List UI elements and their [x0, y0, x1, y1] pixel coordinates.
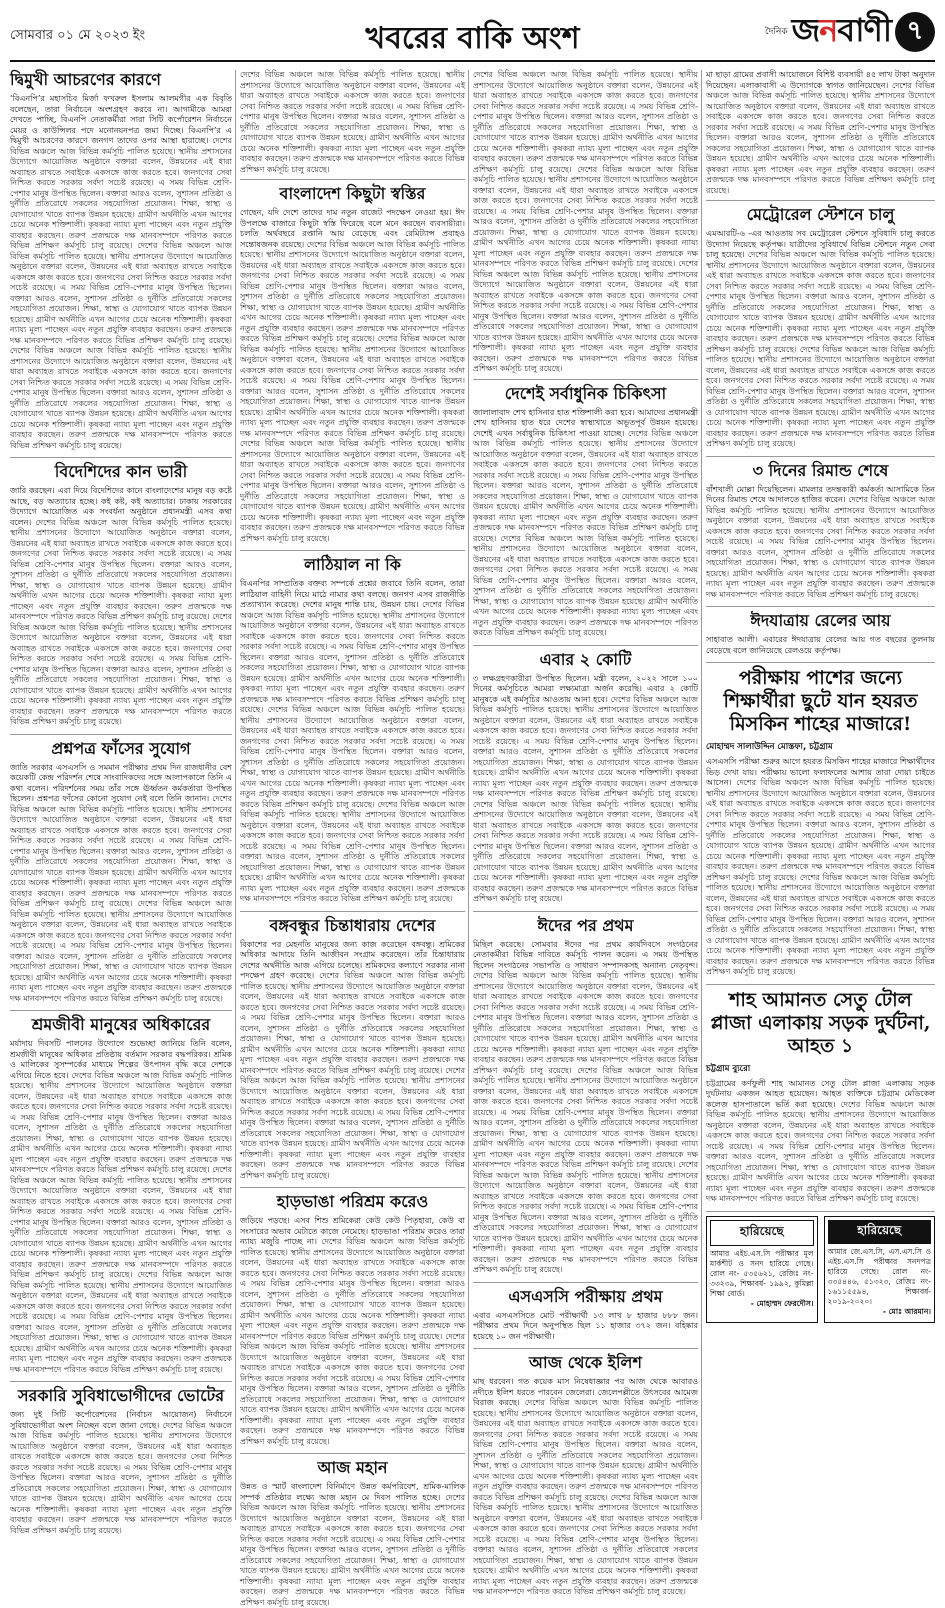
article-bangladesh [240, 184, 465, 544]
lost-heading: হারিয়েছে [828, 1220, 932, 1244]
article-headline: বাংলাদেশ কিছুটা স্বস্তির [279, 184, 426, 203]
issue-date: সোমবার ০১ মে ২০২৩ ইং [10, 28, 146, 43]
article-headline: বিদেশিদের কান ভারী [54, 462, 188, 481]
article-headline: শাহ আমানত সেতু টোল প্লাজা এলাকায় সড়ক দুর্ঘটনা, আহত ১ [710, 988, 931, 1057]
article-body: চট্টগ্রামের কর্ণফুলী শাহ আমানত সেতু টোল প্লাজা এলাকায় সড়ক দুর্ঘটনায় একজন আহত হয়েছেন। আহত ব্যক্তিকে চট্টগ্রাম মেডিকেল কলেজ হাসপাতালে ভর্তি করা হয়েছে। দেশের বিভিন্ন অঞ্চলে আজ বিভিন্ন কর্মসূচি পালিত হয়েছে। স্থানীয় প্রশাসনের উদ্যোগে আয়োজিত অনুষ্ঠানে বক্তারা বলেন, উন্নয়নের এই ধারা অব্যাহত রাখতে সবাইকে একসঙ্গে কাজ করতে হবে। জনগণের সেবা নিশ্চিত করতে সরকার সর্বদা সচেষ্ট রয়েছে। এ সময় বিভিন্ন শ্রেণি-পেশার মানুষ উপস্থিত ছিলেন। বক্তারা আরও বলেন, সুশাসন প্রতিষ্ঠা ও দুর্নীতি প্রতিরোধে সকলের সহযোগিতা প্রয়োজন। শিক্ষা, স্বাস্থ্য ও যোগাযোগ খাতে ব্যাপক উন্নয়ন হয়েছে। গ্রামীণ অর্থনীতি এখন আগের চেয়ে অনেক শক্তিশালী। কৃষকরা ন্যায্য মূল্য পাচ্ছেন এবং নতুন প্রযুক্তি ব্যবহার করছেন। তরুণ প্রজন্মকে দক্ষ মানবসম্পদে পরিণত করতে বিভিন্ন প্রশিক্ষণ কর্মসূচি চালু রয়েছে। [706, 1078, 935, 1203]
article-body: গেছেন, যদি দেশে তাদের দাম নতুন বাজেট পদক্ষেপ নেওয়া হয়। ঈদ উপলক্ষে বাজারে কিছুটা স্বস্তি ফিরেছে বলে মনে করছেন ব্যবসায়ীরা। চলতি অর্থবছরে রপ্তানি আয় বেড়েছে এবং রেমিট্যান্স প্রবাহও সন্তোষজনক রয়েছে। দেশের বিভিন্ন অঞ্চলে আজ বিভিন্ন কর্মসূচি পালিত হয়েছে। স্থানীয় প্রশাসনের উদ্যোগে আয়োজিত অনুষ্ঠানে বক্তারা বলেন, উন্নয়নের এই ধারা অব্যাহত রাখতে সবাইকে একসঙ্গে কাজ করতে হবে। জনগণের সেবা নিশ্চিত করতে সরকার সর্বদা সচেষ্ট রয়েছে। এ সময় বিভিন্ন শ্রেণি-পেশার মানুষ উপস্থিত ছিলেন। বক্তারা আরও বলেন, সুশাসন প্রতিষ্ঠা ও দুর্নীতি প্রতিরোধে সকলের সহযোগিতা প্রয়োজন। শিক্ষা, স্বাস্থ্য ও যোগাযোগ খাতে ব্যাপক উন্নয়ন হয়েছে। গ্রামীণ অর্থনীতি এখন আগের চেয়ে অনেক শক্তিশালী। কৃষকরা ন্যায্য মূল্য পাচ্ছেন এবং নতুন প্রযুক্তি ব্যবহার করছেন। তরুণ প্রজন্মকে দক্ষ মানবসম্পদে পরিণত করতে বিভিন্ন প্রশিক্ষণ কর্মসূচি চালু রয়েছে। দেশের বিভিন্ন অঞ্চলে আজ বিভিন্ন কর্মসূচি পালিত হয়েছে। স্থানীয় প্রশাসনের উদ্যোগে আয়োজিত অনুষ্ঠানে বক্তারা বলেন, উন্নয়নের এই ধারা অব্যাহত রাখতে সবাইকে একসঙ্গে কাজ করতে হবে। জনগণের সেবা নিশ্চিত করতে সরকার সর্বদা সচেষ্ট রয়েছে। এ সময় বিভিন্ন শ্রেণি-পেশার মানুষ উপস্থিত ছিলেন। বক্তারা আরও বলেন, সুশাসন প্রতিষ্ঠা ও দুর্নীতি প্রতিরোধে সকলের সহযোগিতা প্রয়োজন। শিক্ষা, স্বাস্থ্য ও যোগাযোগ খাতে ব্যাপক উন্নয়ন হয়েছে। গ্রামীণ অর্থনীতি এখন আগের চেয়ে অনেক শক্তিশালী। কৃষকরা ন্যায্য মূল্য পাচ্ছেন এবং নতুন প্রযুক্তি ব্যবহার করছেন। তরুণ প্রজন্মকে দক্ষ মানবসম্পদে পরিণত করতে বিভিন্ন প্রশিক্ষণ কর্মসূচি চালু রয়েছে। দেশের বিভিন্ন অঞ্চলে আজ বিভিন্ন কর্মসূচি পালিত হয়েছে। স্থানীয় প্রশাসনের উদ্যোগে আয়োজিত অনুষ্ঠানে বক্তারা বলেন, উন্নয়নের এই ধারা অব্যাহত রাখতে সবাইকে একসঙ্গে কাজ করতে হবে। জনগণের সেবা নিশ্চিত করতে সরকার সর্বদা সচেষ্ট রয়েছে। এ সময় বিভিন্ন শ্রেণি-পেশার মানুষ উপস্থিত ছিলেন। বক্তারা আরও বলেন, সুশাসন প্রতিষ্ঠা ও দুর্নীতি প্রতিরোধে সকলের সহযোগিতা প্রয়োজন। শিক্ষা, স্বাস্থ্য ও যোগাযোগ খাতে ব্যাপক উন্নয়ন হয়েছে। গ্রামীণ অর্থনীতি এখন আগের চেয়ে অনেক শক্তিশালী। কৃষকরা ন্যায্য মূল্য পাচ্ছেন এবং নতুন প্রযুক্তি ব্যবহার করছেন। তরুণ প্রজন্মকে দক্ষ মানবসম্পদে পরিণত করতে বিভিন্ন প্রশিক্ষণ কর্মসূচি চালু রয়েছে। [240, 208, 465, 543]
article-eid-por [473, 916, 698, 1276]
column-divider [235, 70, 236, 1520]
lost-text: আমার এইচ.এস.সি পরীক্ষার মূল মার্কশীট ও সনদ হারিয়ে গেছে। রোল নং- ৫৩৫৬২১, রেজিঃ নং- ৩৩২৩৯, শিক্ষাবর্ষ- ১৯৯২, কুমিল্লা শিক্ষা বোর্ড। [710, 1248, 814, 1298]
article-body: এবার এসএসসিতে মোট পরীক্ষার্থী ১৩ লাখ ৮ হাজার ৮৮৮ জন। পরীক্ষার প্রথম দিনে অনুপস্থিত ছিল ১১ হাজার ৩৭২ জন। বহিষ্কার হয়েছে ১০ জন পরীক্ষার্থী। [473, 1310, 698, 1341]
article-ssc [473, 1287, 698, 1343]
article-headline: আজ মহান [317, 1458, 388, 1477]
logo-wordmark: জনবাণী [791, 11, 891, 49]
article-body: মাছ ধরবেন। গত কয়েক মাস নিষেধাজ্ঞার পর আজ থেকে আবারও নদীতে ইলিশ ধরতে পারবেন জেলেরা। জেলেপল্লীতে উৎসবের আমেজ বিরাজ করছে। দেশের বিভিন্ন অঞ্চলে আজ বিভিন্ন কর্মসূচি পালিত হয়েছে। স্থানীয় প্রশাসনের উদ্যোগে আয়োজিত অনুষ্ঠানে বক্তারা বলেন, উন্নয়নের এই ধারা অব্যাহত রাখতে সবাইকে একসঙ্গে কাজ করতে হবে। জনগণের সেবা নিশ্চিত করতে সরকার সর্বদা সচেষ্ট রয়েছে। এ সময় বিভিন্ন শ্রেণি-পেশার মানুষ উপস্থিত ছিলেন। বক্তারা আরও বলেন, সুশাসন প্রতিষ্ঠা ও দুর্নীতি প্রতিরোধে সকলের সহযোগিতা প্রয়োজন। শিক্ষা, স্বাস্থ্য ও যোগাযোগ খাতে ব্যাপক উন্নয়ন হয়েছে। গ্রামীণ অর্থনীতি এখন আগের চেয়ে অনেক শক্তিশালী। কৃষকরা ন্যায্য মূল্য পাচ্ছেন এবং নতুন প্রযুক্তি ব্যবহার করছেন। তরুণ প্রজন্মকে দক্ষ মানবসম্পদে পরিণত করতে বিভিন্ন প্রশিক্ষণ কর্মসূচি চালু রয়েছে। দেশের বিভিন্ন অঞ্চলে আজ বিভিন্ন কর্মসূচি পালিত হয়েছে। স্থানীয় প্রশাসনের উদ্যোগে আয়োজিত অনুষ্ঠানে বক্তারা বলেন, উন্নয়নের এই ধারা অব্যাহত রাখতে সবাইকে একসঙ্গে কাজ করতে হবে। জনগণের সেবা নিশ্চিত করতে সরকার সর্বদা সচেষ্ট রয়েছে। এ সময় বিভিন্ন শ্রেণি-পেশার মানুষ উপস্থিত ছিলেন। বক্তারা আরও বলেন, সুশাসন প্রতিষ্ঠা ও দুর্নীতি প্রতিরোধে সকলের সহযোগিতা প্রয়োজন। শিক্ষা, স্বাস্থ্য ও যোগাযোগ খাতে ব্যাপক উন্নয়ন হয়েছে। গ্রামীণ অর্থনীতি এখন আগের চেয়ে অনেক শক্তিশালী। কৃষকরা ন্যায্য মূল্য পাচ্ছেন এবং নতুন প্রযুক্তি ব্যবহার করছেন। তরুণ প্রজন্মকে দক্ষ মানবসম্পদে পরিণত করতে বিভিন্ন প্রশিক্ষণ কর্মসূচি চালু রয়েছে। [473, 1377, 699, 1596]
article-chikitsa [473, 384, 698, 639]
article-lathial [240, 555, 465, 905]
article-body: এমআরটি-৬ -এর আওতায় সব মেট্রোরেল স্টেশনে সুবিধাদি চালু করতে উদ্যোগ নিয়েছে কর্তৃপক্ষ। যাত্রীদের সুবিধার্থে বিভিন্ন স্টেশনে নতুন সেবা চালু হয়েছে। দেশের বিভিন্ন অঞ্চলে আজ বিভিন্ন কর্মসূচি পালিত হয়েছে। স্থানীয় প্রশাসনের উদ্যোগে আয়োজিত অনুষ্ঠানে বক্তারা বলেন, উন্নয়নের এই ধারা অব্যাহত রাখতে সবাইকে একসঙ্গে কাজ করতে হবে। জনগণের সেবা নিশ্চিত করতে সরকার সর্বদা সচেষ্ট রয়েছে। এ সময় বিভিন্ন শ্রেণি-পেশার মানুষ উপস্থিত ছিলেন। বক্তারা আরও বলেন, সুশাসন প্রতিষ্ঠা ও দুর্নীতি প্রতিরোধে সকলের সহযোগিতা প্রয়োজন। শিক্ষা, স্বাস্থ্য ও যোগাযোগ খাতে ব্যাপক উন্নয়ন হয়েছে। গ্রামীণ অর্থনীতি এখন আগের চেয়ে অনেক শক্তিশালী। কৃষকরা ন্যায্য মূল্য পাচ্ছেন এবং নতুন প্রযুক্তি ব্যবহার করছেন। তরুণ প্রজন্মকে দক্ষ মানবসম্পদে পরিণত করতে বিভিন্ন প্রশিক্ষণ কর্মসূচি চালু রয়েছে। দেশের বিভিন্ন অঞ্চলে আজ বিভিন্ন কর্মসূচি পালিত হয়েছে। স্থানীয় প্রশাসনের উদ্যোগে আয়োজিত অনুষ্ঠানে বক্তারা বলেন, উন্নয়নের এই ধারা অব্যাহত রাখতে সবাইকে একসঙ্গে কাজ করতে হবে। জনগণের সেবা নিশ্চিত করতে সরকার সর্বদা সচেষ্ট রয়েছে। এ সময় বিভিন্ন শ্রেণি-পেশার মানুষ উপস্থিত ছিলেন। বক্তারা আরও বলেন, সুশাসন প্রতিষ্ঠা ও দুর্নীতি প্রতিরোধে সকলের সহযোগিতা প্রয়োজন। শিক্ষা, স্বাস্থ্য ও যোগাযোগ খাতে ব্যাপক উন্নয়ন হয়েছে। গ্রামীণ অর্থনীতি এখন আগের চেয়ে অনেক শক্তিশালী। কৃষকরা ন্যায্য মূল্য পাচ্ছেন এবং নতুন প্রযুক্তি ব্যবহার করছেন। তরুণ প্রজন্মকে দক্ষ মানবসম্পদে পরিণত করতে বিভিন্ন প্রশিক্ষণ কর্মসূচি চালু রয়েছে। [706, 229, 935, 448]
article-body: মর্যাদায় দিবসটি পালনের উদ্যোগে শুভেচ্ছা জানিয়ে তিনি বলেন, শ্রমজীবী মানুষের অধিকার প্রতিষ্ঠায় বর্তমান সরকার বদ্ধপরিকর। শ্রমিক ও মালিকের সুসম্পর্কের মাধ্যমে শিল্পের উৎপাদন বৃদ্ধি করে দেশকে এগিয়ে নিতে হবে। দেশের বিভিন্ন অঞ্চলে আজ বিভিন্ন কর্মসূচি পালিত হয়েছে। স্থানীয় প্রশাসনের উদ্যোগে আয়োজিত অনুষ্ঠানে বক্তারা বলেন, উন্নয়নের এই ধারা অব্যাহত রাখতে সবাইকে একসঙ্গে কাজ করতে হবে। জনগণের সেবা নিশ্চিত করতে সরকার সর্বদা সচেষ্ট রয়েছে। এ সময় বিভিন্ন শ্রেণি-পেশার মানুষ উপস্থিত ছিলেন। বক্তারা আরও বলেন, সুশাসন প্রতিষ্ঠা ও দুর্নীতি প্রতিরোধে সকলের সহযোগিতা প্রয়োজন। শিক্ষা, স্বাস্থ্য ও যোগাযোগ খাতে ব্যাপক উন্নয়ন হয়েছে। গ্রামীণ অর্থনীতি এখন আগের চেয়ে অনেক শক্তিশালী। কৃষকরা ন্যায্য মূল্য পাচ্ছেন এবং নতুন প্রযুক্তি ব্যবহার করছেন। তরুণ প্রজন্মকে দক্ষ মানবসম্পদে পরিণত করতে বিভিন্ন প্রশিক্ষণ কর্মসূচি চালু রয়েছে। দেশের বিভিন্ন অঞ্চলে আজ বিভিন্ন কর্মসূচি পালিত হয়েছে। স্থানীয় প্রশাসনের উদ্যোগে আয়োজিত অনুষ্ঠানে বক্তারা বলেন, উন্নয়নের এই ধারা অব্যাহত রাখতে সবাইকে একসঙ্গে কাজ করতে হবে। জনগণের সেবা নিশ্চিত করতে সরকার সর্বদা সচেষ্ট রয়েছে। এ সময় বিভিন্ন শ্রেণি-পেশার মানুষ উপস্থিত ছিলেন। বক্তারা আরও বলেন, সুশাসন প্রতিষ্ঠা ও দুর্নীতি প্রতিরোধে সকলের সহযোগিতা প্রয়োজন। শিক্ষা, স্বাস্থ্য ও যোগাযোগ খাতে ব্যাপক উন্নয়ন হয়েছে। গ্রামীণ অর্থনীতি এখন আগের চেয়ে অনেক শক্তিশালী। কৃষকরা ন্যায্য মূল্য পাচ্ছেন এবং নতুন প্রযুক্তি ব্যবহার করছেন। তরুণ প্রজন্মকে দক্ষ মানবসম্পদে পরিণত করতে বিভিন্ন প্রশিক্ষণ কর্মসূচি চালু রয়েছে। দেশের বিভিন্ন অঞ্চলে আজ বিভিন্ন কর্মসূচি পালিত হয়েছে। স্থানীয় প্রশাসনের উদ্যোগে আয়োজিত অনুষ্ঠানে বক্তারা বলেন, উন্নয়নের এই ধারা অব্যাহত রাখতে সবাইকে একসঙ্গে কাজ করতে হবে। জনগণের সেবা নিশ্চিত করতে সরকার সর্বদা সচেষ্ট রয়েছে। এ সময় বিভিন্ন শ্রেণি-পেশার মানুষ উপস্থিত ছিলেন। বক্তারা আরও বলেন, সুশাসন প্রতিষ্ঠা ও দুর্নীতি প্রতিরোধে সকলের সহযোগিতা প্রয়োজন। শিক্ষা, স্বাস্থ্য ও যোগাযোগ খাতে ব্যাপক উন্নয়ন হয়েছে। গ্রামীণ অর্থনীতি এখন আগের চেয়ে অনেক শক্তিশালী। কৃষকরা ন্যায্য মূল্য পাচ্ছেন এবং নতুন প্রযুক্তি ব্যবহার করছেন। তরুণ প্রজন্মকে দক্ষ মানবসম্পদে পরিণত করতে বিভিন্ন প্রশিক্ষণ কর্মসূচি চালু রয়েছে। [10, 1039, 233, 1374]
newspaper-logo [765, 8, 935, 56]
article-body: ‘বিএনপি’র মহাসচিব মির্জা ফখরুল ইসলাম আলমগীর এক বিবৃতি বলেছেন, তারা নির্বাচনে অংশগ্রহণ করবে না। আগামীকে আমরা দেখতে পাচ্ছি, বিএনপি নেতাকর্মীরা সারা সিটি কর্পোরেশন নির্বাচনে মেয়র ও কাউন্সিলর পদে মনোনয়নপত্র জমা দিচ্ছে। বিএনপি’র এ দ্বিমুখী আচরণের কারণে জনগণ তাদের ওপর আস্থা হারাচ্ছে। দেশের বিভিন্ন অঞ্চলে আজ বিভিন্ন কর্মসূচি পালিত হয়েছে। স্থানীয় প্রশাসনের উদ্যোগে আয়োজিত অনুষ্ঠানে বক্তারা বলেন, উন্নয়নের এই ধারা অব্যাহত রাখতে সবাইকে একসঙ্গে কাজ করতে হবে। জনগণের সেবা নিশ্চিত করতে সরকার সর্বদা সচেষ্ট রয়েছে। এ সময় বিভিন্ন শ্রেণি-পেশার মানুষ উপস্থিত ছিলেন। বক্তারা আরও বলেন, সুশাসন প্রতিষ্ঠা ও দুর্নীতি প্রতিরোধে সকলের সহযোগিতা প্রয়োজন। শিক্ষা, স্বাস্থ্য ও যোগাযোগ খাতে ব্যাপক উন্নয়ন হয়েছে। গ্রামীণ অর্থনীতি এখন আগের চেয়ে অনেক শক্তিশালী। কৃষকরা ন্যায্য মূল্য পাচ্ছেন এবং নতুন প্রযুক্তি ব্যবহার করছেন। তরুণ প্রজন্মকে দক্ষ মানবসম্পদে পরিণত করতে বিভিন্ন প্রশিক্ষণ কর্মসূচি চালু রয়েছে। দেশের বিভিন্ন অঞ্চলে আজ বিভিন্ন কর্মসূচি পালিত হয়েছে। স্থানীয় প্রশাসনের উদ্যোগে আয়োজিত অনুষ্ঠানে বক্তারা বলেন, উন্নয়নের এই ধারা অব্যাহত রাখতে সবাইকে একসঙ্গে কাজ করতে হবে। জনগণের সেবা নিশ্চিত করতে সরকার সর্বদা সচেষ্ট রয়েছে। এ সময় বিভিন্ন শ্রেণি-পেশার মানুষ উপস্থিত ছিলেন। বক্তারা আরও বলেন, সুশাসন প্রতিষ্ঠা ও দুর্নীতি প্রতিরোধে সকলের সহযোগিতা প্রয়োজন। শিক্ষা, স্বাস্থ্য ও যোগাযোগ খাতে ব্যাপক উন্নয়ন হয়েছে। গ্রামীণ অর্থনীতি এখন আগের চেয়ে অনেক শক্তিশালী। কৃষকরা ন্যায্য মূল্য পাচ্ছেন এবং নতুন প্রযুক্তি ব্যবহার করছেন। তরুণ প্রজন্মকে দক্ষ মানবসম্পদে পরিণত করতে বিভিন্ন প্রশিক্ষণ কর্মসূচি চালু রয়েছে। দেশের বিভিন্ন অঞ্চলে আজ বিভিন্ন কর্মসূচি পালিত হয়েছে। স্থানীয় প্রশাসনের উদ্যোগে আয়োজিত অনুষ্ঠানে বক্তারা বলেন, উন্নয়নের এই ধারা অব্যাহত রাখতে সবাইকে একসঙ্গে কাজ করতে হবে। জনগণের সেবা নিশ্চিত করতে সরকার সর্বদা সচেষ্ট রয়েছে। এ সময় বিভিন্ন শ্রেণি-পেশার মানুষ উপস্থিত ছিলেন। বক্তারা আরও বলেন, সুশাসন প্রতিষ্ঠা ও দুর্নীতি প্রতিরোধে সকলের সহযোগিতা প্রয়োজন। শিক্ষা, স্বাস্থ্য ও যোগাযোগ খাতে ব্যাপক উন্নয়ন হয়েছে। গ্রামীণ অর্থনীতি এখন আগের চেয়ে অনেক শক্তিশালী। কৃষকরা ন্যায্য মূল্য পাচ্ছেন এবং নতুন প্রযুক্তি ব্যবহার করছেন। তরুণ প্রজন্মকে দক্ষ মানবসম্পদে পরিণত করতে বিভিন্ন প্রশিক্ষণ কর্মসূচি চালু রয়েছে। [10, 94, 233, 450]
article-body: জড়িয়ে পড়ছে। এসব শিশু শ্রমিকেরা কেউ কেউ পিতৃহারা, কেউ বা সংসারের অভাব মেটাতে কাজে নেমেছে। হাড়ভাঙা পরিশ্রম করেও তারা ন্যায্য মজুরি পাচ্ছে না। দেশের বিভিন্ন অঞ্চলে আজ বিভিন্ন কর্মসূচি পালিত হয়েছে। স্থানীয় প্রশাসনের উদ্যোগে আয়োজিত অনুষ্ঠানে বক্তারা বলেন, উন্নয়নের এই ধারা অব্যাহত রাখতে সবাইকে একসঙ্গে কাজ করতে হবে। জনগণের সেবা নিশ্চিত করতে সরকার সর্বদা সচেষ্ট রয়েছে। এ সময় বিভিন্ন শ্রেণি-পেশার মানুষ উপস্থিত ছিলেন। বক্তারা আরও বলেন, সুশাসন প্রতিষ্ঠা ও দুর্নীতি প্রতিরোধে সকলের সহযোগিতা প্রয়োজন। শিক্ষা, স্বাস্থ্য ও যোগাযোগ খাতে ব্যাপক উন্নয়ন হয়েছে। গ্রামীণ অর্থনীতি এখন আগের চেয়ে অনেক শক্তিশালী। কৃষকরা ন্যায্য মূল্য পাচ্ছেন এবং নতুন প্রযুক্তি ব্যবহার করছেন। তরুণ প্রজন্মকে দক্ষ মানবসম্পদে পরিণত করতে বিভিন্ন প্রশিক্ষণ কর্মসূচি চালু রয়েছে। দেশের বিভিন্ন অঞ্চলে আজ বিভিন্ন কর্মসূচি পালিত হয়েছে। স্থানীয় প্রশাসনের উদ্যোগে আয়োজিত অনুষ্ঠানে বক্তারা বলেন, উন্নয়নের এই ধারা অব্যাহত রাখতে সবাইকে একসঙ্গে কাজ করতে হবে। জনগণের সেবা নিশ্চিত করতে সরকার সর্বদা সচেষ্ট রয়েছে। এ সময় বিভিন্ন শ্রেণি-পেশার মানুষ উপস্থিত ছিলেন। বক্তারা আরও বলেন, সুশাসন প্রতিষ্ঠা ও দুর্নীতি প্রতিরোধে সকলের সহযোগিতা প্রয়োজন। শিক্ষা, স্বাস্থ্য ও যোগাযোগ খাতে ব্যাপক উন্নয়ন হয়েছে। গ্রামীণ অর্থনীতি এখন আগের চেয়ে অনেক শক্তিশালী। কৃষকরা ন্যায্য মূল্য পাচ্ছেন এবং নতুন প্রযুক্তি ব্যবহার করছেন। তরুণ প্রজন্মকে দক্ষ মানবসম্পদে পরিণত করতে বিভিন্ন প্রশিক্ষণ কর্মসূচি চালু রয়েছে। [240, 1216, 466, 1446]
article-harbhanga [240, 1192, 465, 1447]
article-body: জন্য দুই সিটি কর্পোরেশনের (নির্বাচন আয়োজন) নির্বাচনে সুবিধাভোগীরা অংশ নিচ্ছেন বলে জানা গেছে। দেশের বিভিন্ন অঞ্চলে আজ বিভিন্ন কর্মসূচি পালিত হয়েছে। স্থানীয় প্রশাসনের উদ্যোগে আয়োজিত অনুষ্ঠানে বক্তারা বলেন, উন্নয়নের এই ধারা অব্যাহত রাখতে সবাইকে একসঙ্গে কাজ করতে হবে। জনগণের সেবা নিশ্চিত করতে সরকার সর্বদা সচেষ্ট রয়েছে। এ সময় বিভিন্ন শ্রেণি-পেশার মানুষ উপস্থিত ছিলেন। বক্তারা আরও বলেন, সুশাসন প্রতিষ্ঠা ও দুর্নীতি প্রতিরোধে সকলের সহযোগিতা প্রয়োজন। শিক্ষা, স্বাস্থ্য ও যোগাযোগ খাতে ব্যাপক উন্নয়ন হয়েছে। গ্রামীণ অর্থনীতি এখন আগের চেয়ে অনেক শক্তিশালী। কৃষকরা ন্যায্য মূল্য পাচ্ছেন এবং নতুন প্রযুক্তি ব্যবহার করছেন। তরুণ প্রজন্মকে দক্ষ মানবসম্পদে পরিণত করতে বিভিন্ন প্রশিক্ষণ কর্মসূচি চালু রয়েছে। [10, 1410, 232, 1535]
lost-signature: - মোহাম্মদ ফেরদৌস। [750, 1298, 814, 1308]
article-headline: সরকারি সুবিধাভোগীদের ভোটের [17, 1386, 225, 1405]
lost-notice-right [824, 1216, 936, 1323]
article-bongobondhu [240, 916, 465, 1182]
column-4 [706, 70, 935, 1520]
article-byline: মোহাম্মদ সালাউদ্দিন মোস্তফা, চট্টগ্রাম [706, 742, 833, 752]
logo-prefix: দৈনিক [765, 27, 788, 37]
article-byline: চট্টগ্রাম ব্যুরো [706, 1063, 751, 1074]
lost-notices [706, 1216, 935, 1323]
article-headline: লাঠিয়াল না কি [304, 555, 401, 574]
article-body: জালালাবাদ শেখ হাসিনার হাত শক্তিশালী করা হবে। আমাদের প্রধানমন্ত্রী শেখ হাসিনার হাত ধরে দেশের স্বাস্থ্যখাতে অভূতপূর্ব উন্নয়ন হয়েছে। দেশেই এখন সর্বাধুনিক চিকিৎসা পাওয়া যাচ্ছে। দেশের বিভিন্ন অঞ্চলে আজ বিভিন্ন কর্মসূচি পালিত হয়েছে। স্থানীয় প্রশাসনের উদ্যোগে আয়োজিত অনুষ্ঠানে বক্তারা বলেন, উন্নয়নের এই ধারা অব্যাহত রাখতে সবাইকে একসঙ্গে কাজ করতে হবে। জনগণের সেবা নিশ্চিত করতে সরকার সর্বদা সচেষ্ট রয়েছে। এ সময় বিভিন্ন শ্রেণি-পেশার মানুষ উপস্থিত ছিলেন। বক্তারা আরও বলেন, সুশাসন প্রতিষ্ঠা ও দুর্নীতি প্রতিরোধে সকলের সহযোগিতা প্রয়োজন। শিক্ষা, স্বাস্থ্য ও যোগাযোগ খাতে ব্যাপক উন্নয়ন হয়েছে। গ্রামীণ অর্থনীতি এখন আগের চেয়ে অনেক শক্তিশালী। কৃষকরা ন্যায্য মূল্য পাচ্ছেন এবং নতুন প্রযুক্তি ব্যবহার করছেন। তরুণ প্রজন্মকে দক্ষ মানবসম্পদে পরিণত করতে বিভিন্ন প্রশিক্ষণ কর্মসূচি চালু রয়েছে। দেশের বিভিন্ন অঞ্চলে আজ বিভিন্ন কর্মসূচি পালিত হয়েছে। স্থানীয় প্রশাসনের উদ্যোগে আয়োজিত অনুষ্ঠানে বক্তারা বলেন, উন্নয়নের এই ধারা অব্যাহত রাখতে সবাইকে একসঙ্গে কাজ করতে হবে। জনগণের সেবা নিশ্চিত করতে সরকার সর্বদা সচেষ্ট রয়েছে। এ সময় বিভিন্ন শ্রেণি-পেশার মানুষ উপস্থিত ছিলেন। বক্তারা আরও বলেন, সুশাসন প্রতিষ্ঠা ও দুর্নীতি প্রতিরোধে সকলের সহযোগিতা প্রয়োজন। শিক্ষা, স্বাস্থ্য ও যোগাযোগ খাতে ব্যাপক উন্নয়ন হয়েছে। গ্রামীণ অর্থনীতি এখন আগের চেয়ে অনেক শক্তিশালী। কৃষকরা ন্যায্য মূল্য পাচ্ছেন এবং নতুন প্রযুক্তি ব্যবহার করছেন। তরুণ প্রজন্মকে দক্ষ মানবসম্পদে পরিণত করতে বিভিন্ন প্রশিক্ষণ কর্মসূচি চালু রয়েছে। [473, 407, 698, 637]
article-headline: ঈদের পর প্রথম [537, 915, 634, 935]
article-body: জাতি সরকার এসএসসি ও সমমান পরীক্ষার প্রথম দিন রাজধানীর বেশ কয়েকটি কেন্দ্র পরিদর্শন শেষে সাংবাদিকদের সঙ্গে আলাপকালে তিনি এ কথা বলেন। পরিদর্শনের সময় তাঁর সঙ্গে ঊর্ধ্বতন কর্মকর্তারা উপস্থিত ছিলেন। প্রশ্নপত্র ফাঁসের কোনো সুযোগ নেই বলে তিনি জানান। দেশের বিভিন্ন অঞ্চলে আজ বিভিন্ন কর্মসূচি পালিত হয়েছে। স্থানীয় প্রশাসনের উদ্যোগে আয়োজিত অনুষ্ঠানে বক্তারা বলেন, উন্নয়নের এই ধারা অব্যাহত রাখতে সবাইকে একসঙ্গে কাজ করতে হবে। জনগণের সেবা নিশ্চিত করতে সরকার সর্বদা সচেষ্ট রয়েছে। এ সময় বিভিন্ন শ্রেণি-পেশার মানুষ উপস্থিত ছিলেন। বক্তারা আরও বলেন, সুশাসন প্রতিষ্ঠা ও দুর্নীতি প্রতিরোধে সকলের সহযোগিতা প্রয়োজন। শিক্ষা, স্বাস্থ্য ও যোগাযোগ খাতে ব্যাপক উন্নয়ন হয়েছে। গ্রামীণ অর্থনীতি এখন আগের চেয়ে অনেক শক্তিশালী। কৃষকরা ন্যায্য মূল্য পাচ্ছেন এবং নতুন প্রযুক্তি ব্যবহার করছেন। তরুণ প্রজন্মকে দক্ষ মানবসম্পদে পরিণত করতে বিভিন্ন প্রশিক্ষণ কর্মসূচি চালু রয়েছে। দেশের বিভিন্ন অঞ্চলে আজ বিভিন্ন কর্মসূচি পালিত হয়েছে। স্থানীয় প্রশাসনের উদ্যোগে আয়োজিত অনুষ্ঠানে বক্তারা বলেন, উন্নয়নের এই ধারা অব্যাহত রাখতে সবাইকে একসঙ্গে কাজ করতে হবে। জনগণের সেবা নিশ্চিত করতে সরকার সর্বদা সচেষ্ট রয়েছে। এ সময় বিভিন্ন শ্রেণি-পেশার মানুষ উপস্থিত ছিলেন। বক্তারা আরও বলেন, সুশাসন প্রতিষ্ঠা ও দুর্নীতি প্রতিরোধে সকলের সহযোগিতা প্রয়োজন। শিক্ষা, স্বাস্থ্য ও যোগাযোগ খাতে ব্যাপক উন্নয়ন হয়েছে। গ্রামীণ অর্থনীতি এখন আগের চেয়ে অনেক শক্তিশালী। কৃষকরা ন্যায্য মূল্য পাচ্ছেন এবং নতুন প্রযুক্তি ব্যবহার করছেন। তরুণ প্রজন্মকে দক্ষ মানবসম্পদে পরিণত করতে বিভিন্ন প্রশিক্ষণ কর্মসূচি চালু রয়েছে। [10, 762, 233, 1003]
article-headline: পরীক্ষায় পাশের জন্যে শিক্ষার্থীরা ছুটে যান হযরত মিসকিন শাহের মাজারে! [723, 667, 918, 735]
article-headline: এবার ২ কোটি [539, 649, 632, 669]
article-body: সাহাবাত আলী। এবারের ঈদযাত্রায় রেলের আয় গত বছরের তুলনায় বেড়েছে বলে জানিয়েছে রেলওয়ে কর্তৃপক্ষ। [706, 635, 935, 655]
article-body: মিছিল করেছে। সোমবার ঈদের পর প্রথম কার্যদিবসে সংগঠনের নেতাকর্মীরা বিভিন্ন দাবিতে কর্মসূচি পালন করেন। এ সময় উপস্থিত ছিলেন সংগঠনের সভাপতি ও সাধারণ সম্পাদকসহ অন্যান্য নেতৃবৃন্দ। দেশের বিভিন্ন অঞ্চলে আজ বিভিন্ন কর্মসূচি পালিত হয়েছে। স্থানীয় প্রশাসনের উদ্যোগে আয়োজিত অনুষ্ঠানে বক্তারা বলেন, উন্নয়নের এই ধারা অব্যাহত রাখতে সবাইকে একসঙ্গে কাজ করতে হবে। জনগণের সেবা নিশ্চিত করতে সরকার সর্বদা সচেষ্ট রয়েছে। এ সময় বিভিন্ন শ্রেণি-পেশার মানুষ উপস্থিত ছিলেন। বক্তারা আরও বলেন, সুশাসন প্রতিষ্ঠা ও দুর্নীতি প্রতিরোধে সকলের সহযোগিতা প্রয়োজন। শিক্ষা, স্বাস্থ্য ও যোগাযোগ খাতে ব্যাপক উন্নয়ন হয়েছে। গ্রামীণ অর্থনীতি এখন আগের চেয়ে অনেক শক্তিশালী। কৃষকরা ন্যায্য মূল্য পাচ্ছেন এবং নতুন প্রযুক্তি ব্যবহার করছেন। তরুণ প্রজন্মকে দক্ষ মানবসম্পদে পরিণত করতে বিভিন্ন প্রশিক্ষণ কর্মসূচি চালু রয়েছে। দেশের বিভিন্ন অঞ্চলে আজ বিভিন্ন কর্মসূচি পালিত হয়েছে। স্থানীয় প্রশাসনের উদ্যোগে আয়োজিত অনুষ্ঠানে বক্তারা বলেন, উন্নয়নের এই ধারা অব্যাহত রাখতে সবাইকে একসঙ্গে কাজ করতে হবে। জনগণের সেবা নিশ্চিত করতে সরকার সর্বদা সচেষ্ট রয়েছে। এ সময় বিভিন্ন শ্রেণি-পেশার মানুষ উপস্থিত ছিলেন। বক্তারা আরও বলেন, সুশাসন প্রতিষ্ঠা ও দুর্নীতি প্রতিরোধে সকলের সহযোগিতা প্রয়োজন। শিক্ষা, স্বাস্থ্য ও যোগাযোগ খাতে ব্যাপক উন্নয়ন হয়েছে। গ্রামীণ অর্থনীতি এখন আগের চেয়ে অনেক শক্তিশালী। কৃষকরা ন্যায্য মূল্য পাচ্ছেন এবং নতুন প্রযুক্তি ব্যবহার করছেন। তরুণ প্রজন্মকে দক্ষ মানবসম্পদে পরিণত করতে বিভিন্ন প্রশিক্ষণ কর্মসূচি চালু রয়েছে। দেশের বিভিন্ন অঞ্চলে আজ বিভিন্ন কর্মসূচি পালিত হয়েছে। স্থানীয় প্রশাসনের উদ্যোগে আয়োজিত অনুষ্ঠানে বক্তারা বলেন, উন্নয়নের এই ধারা অব্যাহত রাখতে সবাইকে একসঙ্গে কাজ করতে হবে। জনগণের সেবা নিশ্চিত করতে সরকার সর্বদা সচেষ্ট রয়েছে। এ সময় বিভিন্ন শ্রেণি-পেশার মানুষ উপস্থিত ছিলেন। বক্তারা আরও বলেন, সুশাসন প্রতিষ্ঠা ও দুর্নীতি প্রতিরোধে সকলের সহযোগিতা প্রয়োজন। শিক্ষা, স্বাস্থ্য ও যোগাযোগ খাতে ব্যাপক উন্নয়ন হয়েছে। গ্রামীণ অর্থনীতি এখন আগের চেয়ে অনেক শক্তিশালী। কৃষকরা ন্যায্য মূল্য পাচ্ছেন এবং নতুন প্রযুক্তি ব্যবহার করছেন। তরুণ প্রজন্মকে দক্ষ মানবসম্পদে পরিণত করতে বিভিন্ন প্রশিক্ষণ কর্মসূচি চালু রয়েছে। [473, 939, 699, 1274]
lost-notice-left [706, 1216, 818, 1323]
column-divider [468, 70, 469, 1520]
article-body: উন্নত ও স্মার্ট বাংলাদেশ বিনির্মাণে উন্নত কর্মপরিবেশ, শ্রমিক-মালিক সম্পর্ক প্রতিষ্ঠার লক্ষ্যে আজ মহান মে দিবস পালিত হচ্ছে। দেশের বিভিন্ন অঞ্চলে আজ বিভিন্ন কর্মসূচি পালিত হয়েছে। স্থানীয় প্রশাসনের উদ্যোগে আয়োজিত অনুষ্ঠানে বক্তারা বলেন, উন্নয়নের এই ধারা অব্যাহত রাখতে সবাইকে একসঙ্গে কাজ করতে হবে। জনগণের সেবা নিশ্চিত করতে সরকার সর্বদা সচেষ্ট রয়েছে। এ সময় বিভিন্ন শ্রেণি-পেশার মানুষ উপস্থিত ছিলেন। বক্তারা আরও বলেন, সুশাসন প্রতিষ্ঠা ও দুর্নীতি প্রতিরোধে সকলের সহযোগিতা প্রয়োজন। শিক্ষা, স্বাস্থ্য ও যোগাযোগ খাতে ব্যাপক উন্নয়ন হয়েছে। গ্রামীণ অর্থনীতি এখন আগের চেয়ে অনেক শক্তিশালী। কৃষকরা ন্যায্য মূল্য পাচ্ছেন এবং নতুন প্রযুক্তি ব্যবহার করছেন। তরুণ প্রজন্মকে দক্ষ মানবসম্পদে পরিণত করতে বিভিন্ন প্রশিক্ষণ কর্মসূচি চালু রয়েছে। [240, 1482, 465, 1607]
lost-signature: - মোঃ আরমান। [882, 1306, 931, 1316]
page-header [10, 8, 935, 62]
article-body: বিকাশের পর মেহনতি মানুষের জন্য কাজ করেছেন বঙ্গবন্ধু। শ্রমিকের অধিকার আদায়ে তিনি আজীবন সংগ্রাম করেছেন। তাঁর চিন্তাধারায় দেশের অর্থনীতি আজ এগিয়ে চলেছে। শ্রমিকদের কল্যাণে সরকার নানা পদক্ষেপ গ্রহণ করেছে। দেশের বিভিন্ন অঞ্চলে আজ বিভিন্ন কর্মসূচি পালিত হয়েছে। স্থানীয় প্রশাসনের উদ্যোগে আয়োজিত অনুষ্ঠানে বক্তারা বলেন, উন্নয়নের এই ধারা অব্যাহত রাখতে সবাইকে একসঙ্গে কাজ করতে হবে। জনগণের সেবা নিশ্চিত করতে সরকার সর্বদা সচেষ্ট রয়েছে। এ সময় বিভিন্ন শ্রেণি-পেশার মানুষ উপস্থিত ছিলেন। বক্তারা আরও বলেন, সুশাসন প্রতিষ্ঠা ও দুর্নীতি প্রতিরোধে সকলের সহযোগিতা প্রয়োজন। শিক্ষা, স্বাস্থ্য ও যোগাযোগ খাতে ব্যাপক উন্নয়ন হয়েছে। গ্রামীণ অর্থনীতি এখন আগের চেয়ে অনেক শক্তিশালী। কৃষকরা ন্যায্য মূল্য পাচ্ছেন এবং নতুন প্রযুক্তি ব্যবহার করছেন। তরুণ প্রজন্মকে দক্ষ মানবসম্পদে পরিণত করতে বিভিন্ন প্রশিক্ষণ কর্মসূচি চালু রয়েছে। দেশের বিভিন্ন অঞ্চলে আজ বিভিন্ন কর্মসূচি পালিত হয়েছে। স্থানীয় প্রশাসনের উদ্যোগে আয়োজিত অনুষ্ঠানে বক্তারা বলেন, উন্নয়নের এই ধারা অব্যাহত রাখতে সবাইকে একসঙ্গে কাজ করতে হবে। জনগণের সেবা নিশ্চিত করতে সরকার সর্বদা সচেষ্ট রয়েছে। এ সময় বিভিন্ন শ্রেণি-পেশার মানুষ উপস্থিত ছিলেন। বক্তারা আরও বলেন, সুশাসন প্রতিষ্ঠা ও দুর্নীতি প্রতিরোধে সকলের সহযোগিতা প্রয়োজন। শিক্ষা, স্বাস্থ্য ও যোগাযোগ খাতে ব্যাপক উন্নয়ন হয়েছে। গ্রামীণ অর্থনীতি এখন আগের চেয়ে অনেক শক্তিশালী। কৃষকরা ন্যায্য মূল্য পাচ্ছেন এবং নতুন প্রযুক্তি ব্যবহার করছেন। তরুণ প্রজন্মকে দক্ষ মানবসম্পদে পরিণত করতে বিভিন্ন প্রশিক্ষণ কর্মসূচি চালু রয়েছে। [240, 939, 466, 1180]
column-1 [10, 70, 233, 1535]
article-headline: বঙ্গবন্ধুর চিন্তাধারায় দেশের [269, 915, 436, 935]
article-aj-mohan [240, 1458, 465, 1608]
article-headline: আজ থেকে ইলিশ [529, 1353, 642, 1372]
article-metrorail [706, 205, 935, 450]
article-rail-income [706, 611, 935, 656]
article-dimukhi [10, 70, 232, 451]
article-headline: শ্রমজীবী মানুষের অধিকারের [31, 1015, 211, 1034]
article-body: দেশের বিভিন্ন অঞ্চলে আজ বিভিন্ন কর্মসূচি পালিত হয়েছে। স্থানীয় প্রশাসনের উদ্যোগে আয়োজিত অনুষ্ঠানে বক্তারা বলেন, উন্নয়নের এই ধারা অব্যাহত রাখতে সবাইকে একসঙ্গে কাজ করতে হবে। জনগণের সেবা নিশ্চিত করতে সরকার সর্বদা সচেষ্ট রয়েছে। এ সময় বিভিন্ন শ্রেণি-পেশার মানুষ উপস্থিত ছিলেন। বক্তারা আরও বলেন, সুশাসন প্রতিষ্ঠা ও দুর্নীতি প্রতিরোধে সকলের সহযোগিতা প্রয়োজন। শিক্ষা, স্বাস্থ্য ও যোগাযোগ খাতে ব্যাপক উন্নয়ন হয়েছে। গ্রামীণ অর্থনীতি এখন আগের চেয়ে অনেক শক্তিশালী। কৃষকরা ন্যায্য মূল্য পাচ্ছেন এবং নতুন প্রযুক্তি ব্যবহার করছেন। তরুণ প্রজন্মকে দক্ষ মানবসম্পদে পরিণত করতে বিভিন্ন প্রশিক্ষণ কর্মসূচি চালু রয়েছে। [240, 70, 465, 174]
article-sromojibi [10, 1015, 232, 1375]
article-proshnopotro [10, 739, 232, 1005]
article-headline: ৩ দিনের রিমান্ড শেষে [752, 460, 889, 480]
column-divider [701, 70, 702, 1520]
article-headline: এসএসসি পরীক্ষায় প্রথম [508, 1286, 663, 1306]
article-body: বাঁশখালী মোল্লা দিয়েছিলেন। মামলার তদন্তকারী কর্মকর্তা আসামিকে তিন দিনের রিমান্ড শেষে আদালতে হাজির করেন। দেশের বিভিন্ন অঞ্চলে আজ বিভিন্ন কর্মসূচি পালিত হয়েছে। স্থানীয় প্রশাসনের উদ্যোগে আয়োজিত অনুষ্ঠানে বক্তারা বলেন, উন্নয়নের এই ধারা অব্যাহত রাখতে সবাইকে একসঙ্গে কাজ করতে হবে। জনগণের সেবা নিশ্চিত করতে সরকার সর্বদা সচেষ্ট রয়েছে। এ সময় বিভিন্ন শ্রেণি-পেশার মানুষ উপস্থিত ছিলেন। বক্তারা আরও বলেন, সুশাসন প্রতিষ্ঠা ও দুর্নীতি প্রতিরোধে সকলের সহযোগিতা প্রয়োজন। শিক্ষা, স্বাস্থ্য ও যোগাযোগ খাতে ব্যাপক উন্নয়ন হয়েছে। গ্রামীণ অর্থনীতি এখন আগের চেয়ে অনেক শক্তিশালী। কৃষকরা ন্যায্য মূল্য পাচ্ছেন এবং নতুন প্রযুক্তি ব্যবহার করছেন। তরুণ প্রজন্মকে দক্ষ মানবসম্পদে পরিণত করতে বিভিন্ন প্রশিক্ষণ কর্মসূচি চালু রয়েছে। [706, 484, 935, 599]
article-body: ৩ লক্ষগ্রহণকারীরা উপস্থিত ছিলেন। মন্ত্রী বলেন, ২০২২ সালে ১০০ দিনের কর্মসূচিতে আমরা লক্ষ্যমাত্রা অর্জন করেছি। এবার ২ কোটি মানুষকে এই কর্মসূচির আওতায় আনা হবে। দেশের বিভিন্ন অঞ্চলে আজ বিভিন্ন কর্মসূচি পালিত হয়েছে। স্থানীয় প্রশাসনের উদ্যোগে আয়োজিত অনুষ্ঠানে বক্তারা বলেন, উন্নয়নের এই ধারা অব্যাহত রাখতে সবাইকে একসঙ্গে কাজ করতে হবে। জনগণের সেবা নিশ্চিত করতে সরকার সর্বদা সচেষ্ট রয়েছে। এ সময় বিভিন্ন শ্রেণি-পেশার মানুষ উপস্থিত ছিলেন। বক্তারা আরও বলেন, সুশাসন প্রতিষ্ঠা ও দুর্নীতি প্রতিরোধে সকলের সহযোগিতা প্রয়োজন। শিক্ষা, স্বাস্থ্য ও যোগাযোগ খাতে ব্যাপক উন্নয়ন হয়েছে। গ্রামীণ অর্থনীতি এখন আগের চেয়ে অনেক শক্তিশালী। কৃষকরা ন্যায্য মূল্য পাচ্ছেন এবং নতুন প্রযুক্তি ব্যবহার করছেন। তরুণ প্রজন্মকে দক্ষ মানবসম্পদে পরিণত করতে বিভিন্ন প্রশিক্ষণ কর্মসূচি চালু রয়েছে। দেশের বিভিন্ন অঞ্চলে আজ বিভিন্ন কর্মসূচি পালিত হয়েছে। স্থানীয় প্রশাসনের উদ্যোগে আয়োজিত অনুষ্ঠানে বক্তারা বলেন, উন্নয়নের এই ধারা অব্যাহত রাখতে সবাইকে একসঙ্গে কাজ করতে হবে। জনগণের সেবা নিশ্চিত করতে সরকার সর্বদা সচেষ্ট রয়েছে। এ সময় বিভিন্ন শ্রেণি-পেশার মানুষ উপস্থিত ছিলেন। বক্তারা আরও বলেন, সুশাসন প্রতিষ্ঠা ও দুর্নীতি প্রতিরোধে সকলের সহযোগিতা প্রয়োজন। শিক্ষা, স্বাস্থ্য ও যোগাযোগ খাতে ব্যাপক উন্নয়ন হয়েছে। গ্রামীণ অর্থনীতি এখন আগের চেয়ে অনেক শক্তিশালী। কৃষকরা ন্যায্য মূল্য পাচ্ছেন এবং নতুন প্রযুক্তি ব্যবহার করছেন। তরুণ প্রজন্মকে দক্ষ মানবসম্পদে পরিণত করতে বিভিন্ন প্রশিক্ষণ কর্মসূচি চালু রয়েছে। [473, 673, 698, 903]
article-ilish [473, 1353, 698, 1598]
article-headline: দেশেই সর্বাধুনিক চিকিৎসা [504, 383, 667, 403]
article-headline: মেট্রোরেল স্টেশনে চালু [746, 205, 895, 224]
article-body: বিএনপির সাম্প্রতিক বক্তব্য সম্পর্কে প্রশ্নের জবাবে তিনি বলেন, তারা লাঠিয়াল বাহিনী নিয়ে মাঠে নামার কথা বলছে। জনগণ এসব রাজনীতি প্রত্যাখ্যান করেছে। দেশের মানুষ শান্তি চায়, উন্নয়ন চায়। দেশের বিভিন্ন অঞ্চলে আজ বিভিন্ন কর্মসূচি পালিত হয়েছে। স্থানীয় প্রশাসনের উদ্যোগে আয়োজিত অনুষ্ঠানে বক্তারা বলেন, উন্নয়নের এই ধারা অব্যাহত রাখতে সবাইকে একসঙ্গে কাজ করতে হবে। জনগণের সেবা নিশ্চিত করতে সরকার সর্বদা সচেষ্ট রয়েছে। এ সময় বিভিন্ন শ্রেণি-পেশার মানুষ উপস্থিত ছিলেন। বক্তারা আরও বলেন, সুশাসন প্রতিষ্ঠা ও দুর্নীতি প্রতিরোধে সকলের সহযোগিতা প্রয়োজন। শিক্ষা, স্বাস্থ্য ও যোগাযোগ খাতে ব্যাপক উন্নয়ন হয়েছে। গ্রামীণ অর্থনীতি এখন আগের চেয়ে অনেক শক্তিশালী। কৃষকরা ন্যায্য মূল্য পাচ্ছেন এবং নতুন প্রযুক্তি ব্যবহার করছেন। তরুণ প্রজন্মকে দক্ষ মানবসম্পদে পরিণত করতে বিভিন্ন প্রশিক্ষণ কর্মসূচি চালু রয়েছে। দেশের বিভিন্ন অঞ্চলে আজ বিভিন্ন কর্মসূচি পালিত হয়েছে। স্থানীয় প্রশাসনের উদ্যোগে আয়োজিত অনুষ্ঠানে বক্তারা বলেন, উন্নয়নের এই ধারা অব্যাহত রাখতে সবাইকে একসঙ্গে কাজ করতে হবে। জনগণের সেবা নিশ্চিত করতে সরকার সর্বদা সচেষ্ট রয়েছে। এ সময় বিভিন্ন শ্রেণি-পেশার মানুষ উপস্থিত ছিলেন। বক্তারা আরও বলেন, সুশাসন প্রতিষ্ঠা ও দুর্নীতি প্রতিরোধে সকলের সহযোগিতা প্রয়োজন। শিক্ষা, স্বাস্থ্য ও যোগাযোগ খাতে ব্যাপক উন্নয়ন হয়েছে। গ্রামীণ অর্থনীতি এখন আগের চেয়ে অনেক শক্তিশালী। কৃষকরা ন্যায্য মূল্য পাচ্ছেন এবং নতুন প্রযুক্তি ব্যবহার করছেন। তরুণ প্রজন্মকে দক্ষ মানবসম্পদে পরিণত করতে বিভিন্ন প্রশিক্ষণ কর্মসূচি চালু রয়েছে। দেশের বিভিন্ন অঞ্চলে আজ বিভিন্ন কর্মসূচি পালিত হয়েছে। স্থানীয় প্রশাসনের উদ্যোগে আয়োজিত অনুষ্ঠানে বক্তারা বলেন, উন্নয়নের এই ধারা অব্যাহত রাখতে সবাইকে একসঙ্গে কাজ করতে হবে। জনগণের সেবা নিশ্চিত করতে সরকার সর্বদা সচেষ্ট রয়েছে। এ সময় বিভিন্ন শ্রেণি-পেশার মানুষ উপস্থিত ছিলেন। বক্তারা আরও বলেন, সুশাসন প্রতিষ্ঠা ও দুর্নীতি প্রতিরোধে সকলের সহযোগিতা প্রয়োজন। শিক্ষা, স্বাস্থ্য ও যোগাযোগ খাতে ব্যাপক উন্নয়ন হয়েছে। গ্রামীণ অর্থনীতি এখন আগের চেয়ে অনেক শক্তিশালী। কৃষকরা ন্যায্য মূল্য পাচ্ছেন এবং নতুন প্রযুক্তি ব্যবহার করছেন। তরুণ প্রজন্মকে দক্ষ মানবসম্পদে পরিণত করতে বিভিন্ন প্রশিক্ষণ কর্মসূচি চালু রয়েছে। [240, 579, 465, 903]
article-accident [706, 989, 935, 1205]
article-sorkari [10, 1386, 232, 1536]
article-bideshi [10, 462, 232, 728]
article-2-koti [473, 650, 698, 905]
column-2 [240, 70, 466, 1607]
article-body: মা ছাড়া গ্রামের প্রবাসী আয়োজনে বিশিষ্ট ব্যবসায়ী ৪৫ লাখ টাকা অনুদান দিয়েছেন। এলাকাবাসী এ উদ্যোগকে স্বাগত জানিয়েছেন। দেশের বিভিন্ন অঞ্চলে আজ বিভিন্ন কর্মসূচি পালিত হয়েছে। স্থানীয় প্রশাসনের উদ্যোগে আয়োজিত অনুষ্ঠানে বক্তারা বলেন, উন্নয়নের এই ধারা অব্যাহত রাখতে সবাইকে একসঙ্গে কাজ করতে হবে। জনগণের সেবা নিশ্চিত করতে সরকার সর্বদা সচেষ্ট রয়েছে। এ সময় বিভিন্ন শ্রেণি-পেশার মানুষ উপস্থিত ছিলেন। বক্তারা আরও বলেন, সুশাসন প্রতিষ্ঠা ও দুর্নীতি প্রতিরোধে সকলের সহযোগিতা প্রয়োজন। শিক্ষা, স্বাস্থ্য ও যোগাযোগ খাতে ব্যাপক উন্নয়ন হয়েছে। গ্রামীণ অর্থনীতি এখন আগের চেয়ে অনেক শক্তিশালী। কৃষকরা ন্যায্য মূল্য পাচ্ছেন এবং নতুন প্রযুক্তি ব্যবহার করছেন। তরুণ প্রজন্মকে দক্ষ মানবসম্পদে পরিণত করতে বিভিন্ন প্রশিক্ষণ কর্মসূচি চালু রয়েছে। [706, 70, 936, 195]
column-3 [473, 70, 699, 1596]
lost-text: আমার জে.এস.সি, এস.এস.সি ও এইচ.এস.সি পরীক্ষার সনদপত্র হারিয়ে গেছে। রোল নং- ৩৩৫৪৪৬, ৫১৩২৩, রেজিঃ নং- ১৬১১৫৫৯৪, শিক্ষাবর্ষ- ২০১৯-২০২০। [827, 1246, 931, 1306]
article-body: এসএসসি পরীক্ষা শুরুর আগে হযরত মিসকিন শাহের মাজারে শিক্ষার্থীদের ভিড় দেখা যায়। পরীক্ষায় ভালো ফলাফলের আশায় তারা দোয়া চাইতে আসেন। দেশের বিভিন্ন অঞ্চলে আজ বিভিন্ন কর্মসূচি পালিত হয়েছে। স্থানীয় প্রশাসনের উদ্যোগে আয়োজিত অনুষ্ঠানে বক্তারা বলেন, উন্নয়নের এই ধারা অব্যাহত রাখতে সবাইকে একসঙ্গে কাজ করতে হবে। জনগণের সেবা নিশ্চিত করতে সরকার সর্বদা সচেষ্ট রয়েছে। এ সময় বিভিন্ন শ্রেণি-পেশার মানুষ উপস্থিত ছিলেন। বক্তারা আরও বলেন, সুশাসন প্রতিষ্ঠা ও দুর্নীতি প্রতিরোধে সকলের সহযোগিতা প্রয়োজন। শিক্ষা, স্বাস্থ্য ও যোগাযোগ খাতে ব্যাপক উন্নয়ন হয়েছে। গ্রামীণ অর্থনীতি এখন আগের চেয়ে অনেক শক্তিশালী। কৃষকরা ন্যায্য মূল্য পাচ্ছেন এবং নতুন প্রযুক্তি ব্যবহার করছেন। তরুণ প্রজন্মকে দক্ষ মানবসম্পদে পরিণত করতে বিভিন্ন প্রশিক্ষণ কর্মসূচি চালু রয়েছে। দেশের বিভিন্ন অঞ্চলে আজ বিভিন্ন কর্মসূচি পালিত হয়েছে। স্থানীয় প্রশাসনের উদ্যোগে আয়োজিত অনুষ্ঠানে বক্তারা বলেন, উন্নয়নের এই ধারা অব্যাহত রাখতে সবাইকে একসঙ্গে কাজ করতে হবে। জনগণের সেবা নিশ্চিত করতে সরকার সর্বদা সচেষ্ট রয়েছে। এ সময় বিভিন্ন শ্রেণি-পেশার মানুষ উপস্থিত ছিলেন। বক্তারা আরও বলেন, সুশাসন প্রতিষ্ঠা ও দুর্নীতি প্রতিরোধে সকলের সহযোগিতা প্রয়োজন। শিক্ষা, স্বাস্থ্য ও যোগাযোগ খাতে ব্যাপক উন্নয়ন হয়েছে। গ্রামীণ অর্থনীতি এখন আগের চেয়ে অনেক শক্তিশালী। কৃষকরা ন্যায্য মূল্য পাচ্ছেন এবং নতুন প্রযুক্তি ব্যবহার করছেন। তরুণ প্রজন্মকে দক্ষ মানবসম্পদে পরিণত করতে বিভিন্ন প্রশিক্ষণ কর্মসূচি চালু রয়েছে। [706, 757, 935, 976]
article-headline: ঈদযাত্রায় রেলের আয় [750, 611, 891, 630]
article-headline: হাড়ভাঙা পরিশ্রম করেও [276, 1192, 429, 1211]
article-headline: দ্বিমুখী আচরণের কারণে [10, 70, 161, 89]
page-number-badge: ৭ [895, 12, 935, 52]
article-mazar [706, 667, 935, 978]
article-body: দেশের বিভিন্ন অঞ্চলে আজ বিভিন্ন কর্মসূচি পালিত হয়েছে। স্থানীয় প্রশাসনের উদ্যোগে আয়োজিত অনুষ্ঠানে বক্তারা বলেন, উন্নয়নের এই ধারা অব্যাহত রাখতে সবাইকে একসঙ্গে কাজ করতে হবে। জনগণের সেবা নিশ্চিত করতে সরকার সর্বদা সচেষ্ট রয়েছে। এ সময় বিভিন্ন শ্রেণি-পেশার মানুষ উপস্থিত ছিলেন। বক্তারা আরও বলেন, সুশাসন প্রতিষ্ঠা ও দুর্নীতি প্রতিরোধে সকলের সহযোগিতা প্রয়োজন। শিক্ষা, স্বাস্থ্য ও যোগাযোগ খাতে ব্যাপক উন্নয়ন হয়েছে। গ্রামীণ অর্থনীতি এখন আগের চেয়ে অনেক শক্তিশালী। কৃষকরা ন্যায্য মূল্য পাচ্ছেন এবং নতুন প্রযুক্তি ব্যবহার করছেন। তরুণ প্রজন্মকে দক্ষ মানবসম্পদে পরিণত করতে বিভিন্ন প্রশিক্ষণ কর্মসূচি চালু রয়েছে। দেশের বিভিন্ন অঞ্চলে আজ বিভিন্ন কর্মসূচি পালিত হয়েছে। স্থানীয় প্রশাসনের উদ্যোগে আয়োজিত অনুষ্ঠানে বক্তারা বলেন, উন্নয়নের এই ধারা অব্যাহত রাখতে সবাইকে একসঙ্গে কাজ করতে হবে। জনগণের সেবা নিশ্চিত করতে সরকার সর্বদা সচেষ্ট রয়েছে। এ সময় বিভিন্ন শ্রেণি-পেশার মানুষ উপস্থিত ছিলেন। বক্তারা আরও বলেন, সুশাসন প্রতিষ্ঠা ও দুর্নীতি প্রতিরোধে সকলের সহযোগিতা প্রয়োজন। শিক্ষা, স্বাস্থ্য ও যোগাযোগ খাতে ব্যাপক উন্নয়ন হয়েছে। গ্রামীণ অর্থনীতি এখন আগের চেয়ে অনেক শক্তিশালী। কৃষকরা ন্যায্য মূল্য পাচ্ছেন এবং নতুন প্রযুক্তি ব্যবহার করছেন। তরুণ প্রজন্মকে দক্ষ মানবসম্পদে পরিণত করতে বিভিন্ন প্রশিক্ষণ কর্মসূচি চালু রয়েছে। দেশের বিভিন্ন অঞ্চলে আজ বিভিন্ন কর্মসূচি পালিত হয়েছে। স্থানীয় প্রশাসনের উদ্যোগে আয়োজিত অনুষ্ঠানে বক্তারা বলেন, উন্নয়নের এই ধারা অব্যাহত রাখতে সবাইকে একসঙ্গে কাজ করতে হবে। জনগণের সেবা নিশ্চিত করতে সরকার সর্বদা সচেষ্ট রয়েছে। এ সময় বিভিন্ন শ্রেণি-পেশার মানুষ উপস্থিত ছিলেন। বক্তারা আরও বলেন, সুশাসন প্রতিষ্ঠা ও দুর্নীতি প্রতিরোধে সকলের সহযোগিতা প্রয়োজন। শিক্ষা, স্বাস্থ্য ও যোগাযোগ খাতে ব্যাপক উন্নয়ন হয়েছে। গ্রামীণ অর্থনীতি এখন আগের চেয়ে অনেক শক্তিশালী। কৃষকরা ন্যায্য মূল্য পাচ্ছেন এবং নতুন প্রযুক্তি ব্যবহার করছেন। তরুণ প্রজন্মকে দক্ষ মানবসম্পদে পরিণত করতে বিভিন্ন প্রশিক্ষণ কর্মসূচি চালু রয়েছে। [473, 70, 699, 373]
page-title: খবরের বাকি অংশ [365, 21, 580, 56]
lost-heading: হারিয়েছে [710, 1220, 814, 1246]
article-remand [706, 461, 935, 601]
article-headline: প্রশ্নপত্র ফাঁসের সুযোগ [51, 738, 191, 758]
article-body: জারি করছেন। এরা দিয়ে বিদেশিদের কানে বাংলাদেশের মানুষ বড় কষ্টে আছে, বড় অত্যাচার হচ্ছে। কই কষ্ট, কই অত্যাচার। ঢাকায় সরকারের উদ্যোগে আয়োজিত এক সংবর্ধনা অনুষ্ঠানে প্রধানমন্ত্রী এসব কথা বলেন। দেশের বিভিন্ন অঞ্চলে আজ বিভিন্ন কর্মসূচি পালিত হয়েছে। স্থানীয় প্রশাসনের উদ্যোগে আয়োজিত অনুষ্ঠানে বক্তারা বলেন, উন্নয়নের এই ধারা অব্যাহত রাখতে সবাইকে একসঙ্গে কাজ করতে হবে। জনগণের সেবা নিশ্চিত করতে সরকার সর্বদা সচেষ্ট রয়েছে। এ সময় বিভিন্ন শ্রেণি-পেশার মানুষ উপস্থিত ছিলেন। বক্তারা আরও বলেন, সুশাসন প্রতিষ্ঠা ও দুর্নীতি প্রতিরোধে সকলের সহযোগিতা প্রয়োজন। শিক্ষা, স্বাস্থ্য ও যোগাযোগ খাতে ব্যাপক উন্নয়ন হয়েছে। গ্রামীণ অর্থনীতি এখন আগের চেয়ে অনেক শক্তিশালী। কৃষকরা ন্যায্য মূল্য পাচ্ছেন এবং নতুন প্রযুক্তি ব্যবহার করছেন। তরুণ প্রজন্মকে দক্ষ মানবসম্পদে পরিণত করতে বিভিন্ন প্রশিক্ষণ কর্মসূচি চালু রয়েছে। দেশের বিভিন্ন অঞ্চলে আজ বিভিন্ন কর্মসূচি পালিত হয়েছে। স্থানীয় প্রশাসনের উদ্যোগে আয়োজিত অনুষ্ঠানে বক্তারা বলেন, উন্নয়নের এই ধারা অব্যাহত রাখতে সবাইকে একসঙ্গে কাজ করতে হবে। জনগণের সেবা নিশ্চিত করতে সরকার সর্বদা সচেষ্ট রয়েছে। এ সময় বিভিন্ন শ্রেণি-পেশার মানুষ উপস্থিত ছিলেন। বক্তারা আরও বলেন, সুশাসন প্রতিষ্ঠা ও দুর্নীতি প্রতিরোধে সকলের সহযোগিতা প্রয়োজন। শিক্ষা, স্বাস্থ্য ও যোগাযোগ খাতে ব্যাপক উন্নয়ন হয়েছে। গ্রামীণ অর্থনীতি এখন আগের চেয়ে অনেক শক্তিশালী। কৃষকরা ন্যায্য মূল্য পাচ্ছেন এবং নতুন প্রযুক্তি ব্যবহার করছেন। তরুণ প্রজন্মকে দক্ষ মানবসম্পদে পরিণত করতে বিভিন্ন প্রশিক্ষণ কর্মসূচি চালু রয়েছে। [10, 486, 233, 726]
